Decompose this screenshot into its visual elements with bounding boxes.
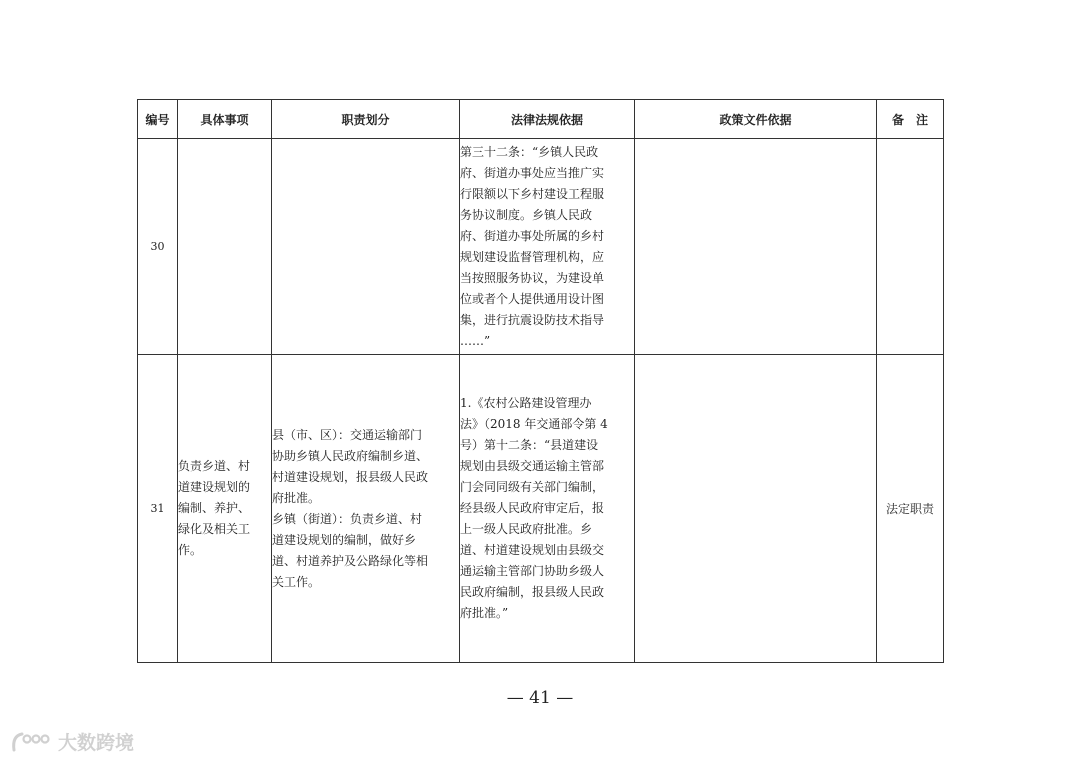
law-line: 上一级人民政府批准。乡 — [460, 522, 593, 536]
row-note-cell: 法定职责 — [877, 355, 944, 663]
law-line: 位或者个人提供通用设计图 — [460, 291, 605, 306]
duty-line: 县（市、区）：交通运输部门 — [272, 427, 423, 442]
item-line: 道建设规划的 — [178, 480, 251, 494]
duty-line: 乡镇（街道）：负责乡道、村 — [272, 511, 423, 526]
item-line: 作。 — [178, 543, 203, 557]
duty-line: 村道建设规划，报县级人民政 — [272, 469, 429, 484]
law-line: ……” — [460, 333, 491, 348]
row-policy-cell — [635, 139, 877, 355]
law-line: 民政府编制，报县级人民政 — [460, 585, 605, 599]
table-row — [138, 355, 944, 663]
row-item-cell — [178, 355, 272, 663]
law-line: 府批准。” — [460, 606, 509, 620]
row-duty-cell — [272, 139, 460, 355]
law-line: 务协议制度。乡镇人民政 — [460, 207, 593, 222]
law-line: 府、街道办事处所属的乡村 — [460, 228, 605, 243]
law-line: 规划由县级交通运输主管部 — [460, 459, 605, 473]
duty-line: 协助乡镇人民政府编制乡道、 — [272, 448, 429, 463]
header-policy-basis: 政策文件依据 — [635, 100, 877, 139]
item-line: 负责乡道、村 — [178, 459, 251, 473]
law-line: 行限额以下乡村建设工程服 — [460, 186, 605, 201]
header-duty-division: 职责划分 — [272, 100, 460, 139]
row-item-cell — [178, 139, 272, 355]
row-policy-cell — [635, 355, 877, 663]
law-line: 门会同同级有关部门编制， — [460, 480, 605, 494]
law-line: 号）第十二条：“县道建设 — [460, 438, 599, 452]
table-row — [138, 139, 944, 355]
row-number: 30 — [138, 139, 178, 355]
table-header-row — [138, 100, 944, 139]
law-line: 1.《农村公路建设管理办 — [460, 396, 592, 410]
law-line: 当按照服务协议，为建设单 — [460, 270, 605, 285]
law-line: 通运输主管部门协助乡级人 — [460, 564, 605, 578]
law-line: 道、村道建设规划由县级交 — [460, 543, 605, 557]
header-law-basis: 法律法规依据 — [460, 100, 635, 139]
item-line: 编制、养护、 — [178, 501, 251, 515]
duty-line: 道、村道养护及公路绿化等相 — [272, 553, 429, 568]
duty-line: 府批准。 — [272, 490, 321, 505]
law-line: 法》（2018 年交通部令第 4 — [460, 417, 608, 431]
law-line: 规划建设监督管理机构，应 — [460, 249, 605, 264]
duty-line: 关工作。 — [272, 574, 321, 589]
row-duty-cell — [272, 355, 460, 663]
duty-line: 道建设规划的编制，做好乡 — [272, 532, 417, 547]
law-line: 第三十二条：“乡镇人民政 — [460, 144, 599, 159]
page-number: — 41 — — [506, 688, 574, 708]
header-item: 具体事项 — [178, 100, 272, 139]
law-line: 经县级人民政府审定后，报 — [460, 501, 605, 515]
responsibility-table — [137, 99, 944, 663]
watermark — [10, 728, 134, 755]
law-line: 集，进行抗震设防技术指导 — [460, 312, 605, 327]
header-notes: 备 注 — [877, 100, 944, 139]
header-number: 编号 — [138, 100, 178, 139]
row-number: 31 — [138, 355, 178, 663]
watermark-text: 大数跨境 — [58, 732, 135, 754]
row-law-cell — [460, 139, 635, 355]
row-note-cell — [877, 139, 944, 355]
row-law-cell — [460, 355, 635, 663]
item-line: 绿化及相关工 — [178, 522, 251, 536]
law-line: 府、街道办事处应当推广实 — [460, 165, 605, 180]
watermark-logo-icon — [10, 730, 54, 754]
